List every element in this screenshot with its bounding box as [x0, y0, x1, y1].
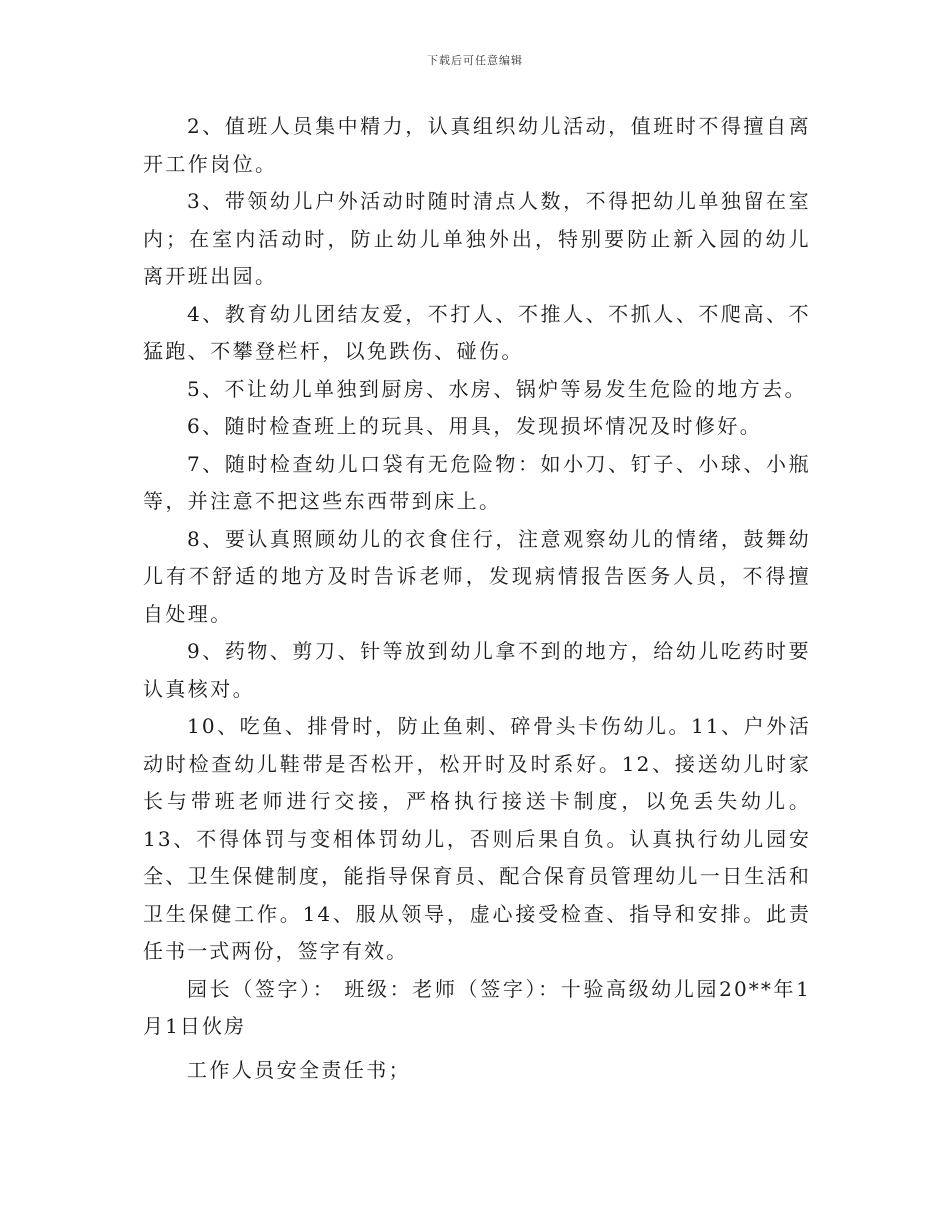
paragraph-item-6: 6、随时检查班上的玩具、用具，发现损坏情况及时修好。: [187, 414, 763, 438]
paragraph-items-10-14: 10、吃鱼、排骨时，防止鱼刺、碎骨头卡伤幼儿。11、户外活动时检查幼儿鞋带是否松开，松开时及时系好。12、接送幼儿时家长与带班老师进行交接，严格执行接送卡制度，以免丢失幼儿。13、不得体罚与变相体罚幼儿，否则后果自负。认真执行幼儿园安全、卫生保健制度，能指导保育员、配合保育员管理幼儿一日生活和卫生保健工作。14、服从领导，虚心接受检查、指导和安排。此责任书一式两份，签字有效。: [143, 714, 811, 963]
document-body: [143, 108, 811, 1089]
paragraph-item-2: 2、值班人员集中精力，认真组织幼儿活动，值班时不得擅自离开工作岗位。: [143, 114, 811, 176]
next-section-title: 工作人员安全责任书；: [187, 1057, 411, 1082]
paragraph-item-4: 4、教育幼儿团结友爱，不打人、不推人、不抓人、不爬高、不猛跑、不攀登栏杆，以免跌伤、碰伤。: [143, 301, 811, 363]
page-header: 下载后可任意编辑: [427, 54, 523, 67]
paragraph-item-5: 5、不让幼儿单独到厨房、水房、锅炉等易发生危险的地方去。: [187, 376, 807, 401]
paragraph-item-7: 7、随时检查幼儿口袋有无危险物：如小刀、钉子、小球、小瓶等，并注意不把这些东西带到床上。: [143, 451, 811, 513]
paragraph-item-9: 9、药物、剪刀、针等放到幼儿拿不到的地方，给幼儿吃药时要认真核对。: [143, 639, 811, 701]
paragraph-item-3: 3、带领幼儿户外活动时随时清点人数，不得把幼儿单独留在室内；在室内活动时，防止幼儿单独外出，特别要防止新入园的幼儿离开班出园。: [143, 189, 811, 288]
paragraph-item-8: 8、要认真照顾幼儿的衣食住行，注意观察幼儿的情绪，鼓舞幼儿有不舒适的地方及时告诉老师，发现病情报告医务人员，不得擅自处理。: [143, 526, 811, 626]
signature-line: 园长（签字）： 班级：老师（签字）：十验高级幼儿园20**年1月1日伙房: [143, 976, 811, 1038]
